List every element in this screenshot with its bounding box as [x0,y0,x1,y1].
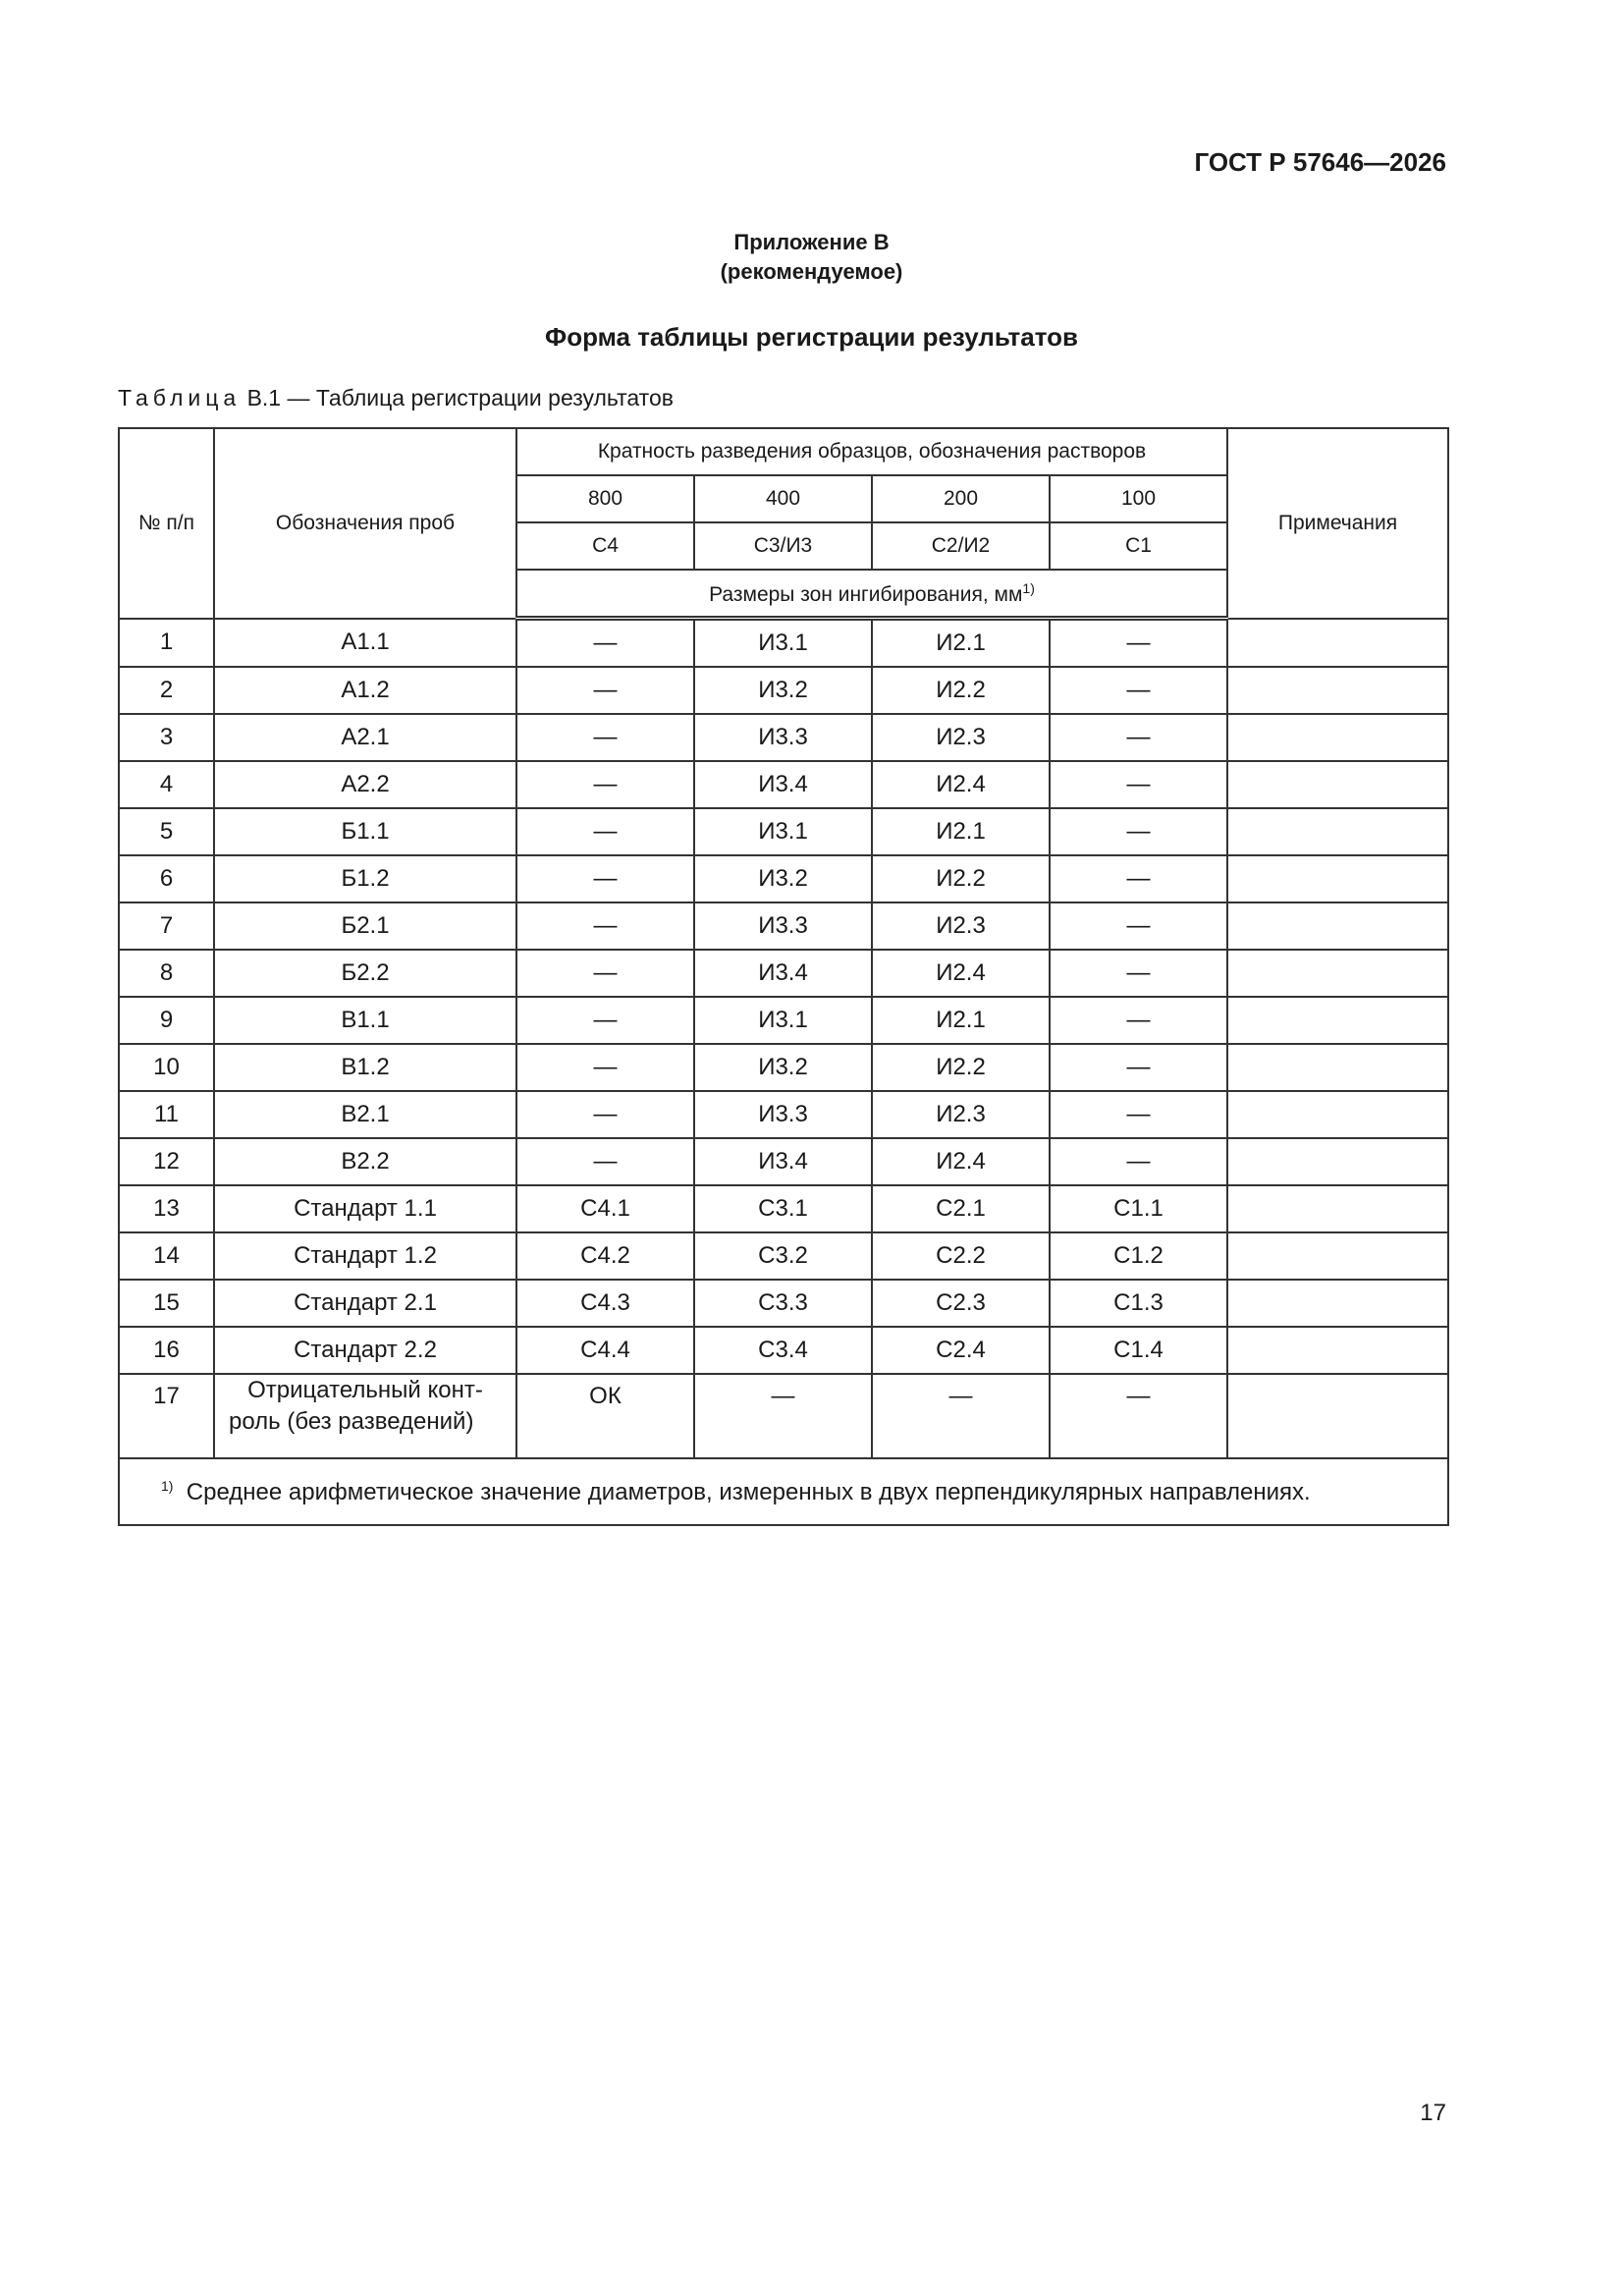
sample-designation: В1.1 [214,997,516,1044]
value-800: — [516,1091,694,1138]
value-800: ОК [516,1374,694,1458]
row-number: 14 [119,1232,214,1280]
row-note [1227,1280,1448,1327]
value-200: И2.2 [872,1044,1050,1091]
row-note [1227,950,1448,997]
sample-designation: Стандарт 1.1 [214,1185,516,1232]
value-200: И2.1 [872,997,1050,1044]
value-400: И3.1 [694,997,872,1044]
table-row [119,1185,1448,1232]
row-number: 16 [119,1327,214,1374]
value-400: С3.2 [694,1232,872,1280]
row-note [1227,855,1448,902]
row-number: 10 [119,1044,214,1091]
row-number: 6 [119,855,214,902]
header-notes: Примечания [1227,428,1448,619]
value-200: И2.3 [872,902,1050,950]
row-note [1227,1327,1448,1374]
value-100: — [1050,997,1227,1044]
value-400: И3.1 [694,808,872,855]
header-dilution: Кратность разведения образцов, обозначения растворов [516,428,1227,475]
sample-designation: Стандарт 1.2 [214,1232,516,1280]
value-200: И2.3 [872,714,1050,761]
value-800: С4.2 [516,1232,694,1280]
header-factor: 400 [694,475,872,522]
row-note [1227,902,1448,950]
header-solution: С3/И3 [694,522,872,570]
table-row [119,997,1448,1044]
row-number: 12 [119,1138,214,1185]
row-note [1227,761,1448,808]
value-200: С2.2 [872,1232,1050,1280]
value-800: — [516,667,694,714]
value-400: И3.2 [694,667,872,714]
row-number: 7 [119,902,214,950]
header-solution: С2/И2 [872,522,1050,570]
value-800: — [516,1138,694,1185]
table-row [119,950,1448,997]
value-200: И2.1 [872,619,1050,668]
value-400: И3.2 [694,855,872,902]
sample-designation: А1.1 [214,619,516,668]
value-100: С1.2 [1050,1232,1227,1280]
header-zone-sizes-text: Размеры зон ингибирования, мм [709,582,1023,606]
header-zone-sizes [516,570,1227,619]
value-100: — [1050,761,1227,808]
table-row [119,902,1448,950]
row-number: 2 [119,667,214,714]
value-400: И3.4 [694,1138,872,1185]
value-100: — [1050,855,1227,902]
row-note [1227,1044,1448,1091]
value-800: — [516,714,694,761]
row-note [1227,1091,1448,1138]
value-100: — [1050,808,1227,855]
header-factor: 800 [516,475,694,522]
value-100: — [1050,667,1227,714]
value-200: И2.3 [872,1091,1050,1138]
value-800: — [516,855,694,902]
sample-designation: В2.2 [214,1138,516,1185]
table-footnote [119,1458,1448,1525]
header-factor: 200 [872,475,1050,522]
table-row [119,1327,1448,1374]
value-100: С1.1 [1050,1185,1227,1232]
row-note [1227,1232,1448,1280]
table-caption-text: В.1 — Таблица регистрации результатов [246,385,674,410]
results-registration-table [118,427,1449,1526]
table-row [119,619,1448,668]
value-200: — [872,1374,1050,1458]
table-header [119,428,1448,619]
value-200: С2.3 [872,1280,1050,1327]
table-row [119,667,1448,714]
form-title: Форма таблицы регистрации результатов [545,322,1078,352]
value-400: И3.3 [694,902,872,950]
value-800: С4.1 [516,1185,694,1232]
table-caption-prefix: Таблица [118,385,242,410]
page-number: 17 [1420,2100,1446,2126]
table-body [119,619,1448,1459]
value-200: С2.1 [872,1185,1050,1232]
row-number: 15 [119,1280,214,1327]
value-400: С3.4 [694,1327,872,1374]
row-note [1227,667,1448,714]
appendix-subtitle: (рекомендуемое) [720,259,903,284]
sample-designation: Отрицательный конт-роль (без разведений) [214,1374,516,1458]
sample-designation: А2.2 [214,761,516,808]
row-number: 3 [119,714,214,761]
row-number: 17 [119,1374,214,1458]
header-sample: Обозначения проб [214,428,516,619]
table-row [119,1374,1448,1458]
value-200: И2.1 [872,808,1050,855]
row-number: 5 [119,808,214,855]
value-800: — [516,808,694,855]
value-800: — [516,761,694,808]
table-row [119,855,1448,902]
sample-designation: Стандарт 2.2 [214,1327,516,1374]
row-note [1227,1138,1448,1185]
value-400: И3.1 [694,619,872,668]
table-row [119,1280,1448,1327]
table-row [119,761,1448,808]
row-number: 1 [119,619,214,668]
footnote-ref: 1) [1022,579,1035,596]
header-factor: 100 [1050,475,1227,522]
header-solution: С4 [516,522,694,570]
row-number: 4 [119,761,214,808]
row-note [1227,714,1448,761]
value-200: И2.4 [872,1138,1050,1185]
value-100: С1.3 [1050,1280,1227,1327]
value-800: С4.3 [516,1280,694,1327]
value-400: И3.2 [694,1044,872,1091]
table-row [119,1044,1448,1091]
value-100: — [1050,902,1227,950]
value-100: — [1050,950,1227,997]
footnote-text: Среднее арифметическое значение диаметров, измеренных в двух перпендикулярных направлениях. [186,1478,1311,1505]
value-800: — [516,950,694,997]
value-100: — [1050,619,1227,668]
appendix-title: Приложение В [733,230,890,254]
row-number: 8 [119,950,214,997]
value-100: — [1050,1374,1227,1458]
value-100: — [1050,1138,1227,1185]
value-100: — [1050,1091,1227,1138]
value-100: — [1050,1044,1227,1091]
row-note [1227,1374,1448,1458]
table-row [119,1091,1448,1138]
sample-designation: Стандарт 2.1 [214,1280,516,1327]
header-solution: С1 [1050,522,1227,570]
row-note [1227,997,1448,1044]
value-400: И3.3 [694,714,872,761]
value-100: С1.4 [1050,1327,1227,1374]
row-number: 11 [119,1091,214,1138]
table-row [119,714,1448,761]
value-100: — [1050,714,1227,761]
sample-designation: А2.1 [214,714,516,761]
sample-designation: Б2.1 [214,902,516,950]
value-400: — [694,1374,872,1458]
appendix-heading [0,228,1623,287]
value-200: С2.4 [872,1327,1050,1374]
sample-designation: Б1.1 [214,808,516,855]
value-400: И3.3 [694,1091,872,1138]
value-400: И3.4 [694,761,872,808]
table-row [119,1232,1448,1280]
value-400: С3.3 [694,1280,872,1327]
footnote-mark: 1) [161,1477,174,1494]
table-row [119,808,1448,855]
value-800: С4.4 [516,1327,694,1374]
row-note [1227,1185,1448,1232]
sample-designation: А1.2 [214,667,516,714]
sample-designation: В1.2 [214,1044,516,1091]
value-200: И2.4 [872,761,1050,808]
table-row [119,1138,1448,1185]
row-note [1227,808,1448,855]
row-number: 13 [119,1185,214,1232]
table-caption [118,385,674,411]
value-400: И3.4 [694,950,872,997]
row-note [1227,619,1448,668]
value-200: И2.2 [872,855,1050,902]
value-200: И2.2 [872,667,1050,714]
document-code: ГОСТ Р 57646—2026 [1194,147,1446,177]
header-number: № п/п [119,428,214,619]
value-800: — [516,997,694,1044]
row-number: 9 [119,997,214,1044]
value-400: С3.1 [694,1185,872,1232]
value-800: — [516,619,694,668]
sample-designation: В2.1 [214,1091,516,1138]
sample-designation: Б2.2 [214,950,516,997]
value-200: И2.4 [872,950,1050,997]
value-800: — [516,902,694,950]
value-800: — [516,1044,694,1091]
sample-designation: Б1.2 [214,855,516,902]
